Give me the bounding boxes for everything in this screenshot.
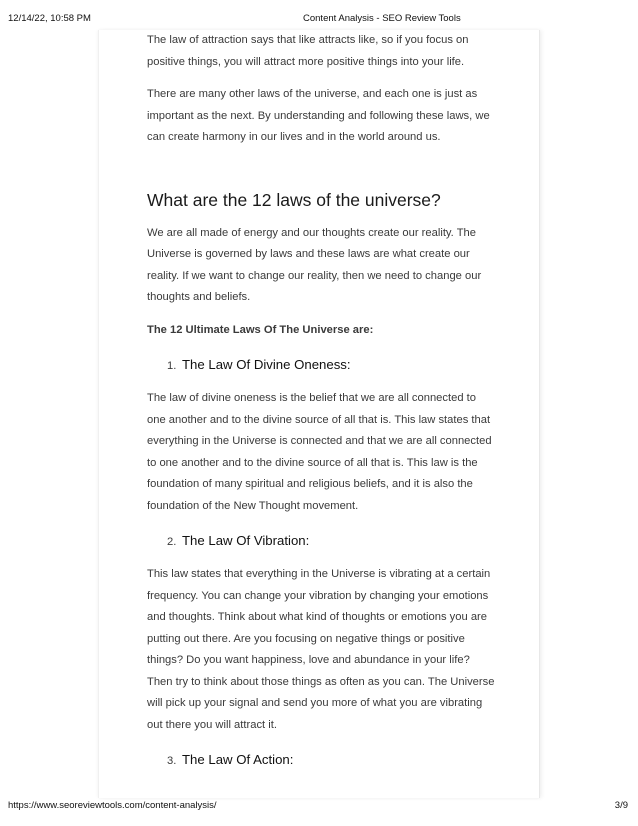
law-number: 3. — [167, 755, 177, 767]
section-heading: What are the 12 laws of the universe? — [147, 189, 441, 210]
law-number: 1. — [167, 360, 177, 372]
paragraph: We are all made of energy and our thoughts create our reality. The Universe is governed by laws and these laws are what create our reality. If we want to change our reality, then we need to change our thoughts and beliefs. — [147, 226, 482, 303]
law-title: The Law Of Divine Oneness: — [181, 357, 351, 372]
print-header — [0, 0, 638, 22]
law-heading-3 — [147, 749, 497, 772]
law-title: The Law Of Action: — [181, 752, 294, 767]
law-description: The law of divine oneness is the belief that we are all connected to one another and to the divine source of all that is. This law states that everything in the Universe is connected and that we are all connected to one another and to the divine source of all that is. This law is the foundation of many spiritual and religious beliefs, and it is also the foundation of the New Thought movement. — [147, 392, 492, 512]
print-page-title: Content Analysis - SEO Review Tools — [303, 13, 461, 24]
print-footer — [0, 800, 638, 820]
page-url: https://www.seoreviewtools.com/content-analysis/ — [8, 800, 217, 811]
law-title: The Law Of Vibration: — [181, 533, 310, 548]
law-number: 2. — [167, 536, 177, 548]
page-counter: 3/9 — [614, 800, 628, 811]
laws-intro: The 12 Ultimate Laws Of The Universe are: — [147, 323, 374, 336]
print-date: 12/14/22, 10:58 PM — [8, 13, 91, 24]
law-heading-1 — [147, 354, 497, 377]
article-body — [147, 30, 497, 772]
law-heading-2 — [147, 530, 497, 553]
paragraph: There are many other laws of the universe, and each one is just as important as the next. By understanding and following these laws, we can create harmony in our lives and in the world around us. — [147, 88, 490, 143]
paragraph: The law of attraction says that like attracts like, so if you focus on positive things, you will attract more positive things into your life. — [147, 34, 469, 68]
law-description: This law states that everything in the Universe is vibrating at a certain frequency. You can change your vibration by changing your emotions and thoughts. Think about what kind of thoughts or emotions you are putting out there. Are you focusing on negative things or positive things? Do you want happiness, love and abundance in your life? Then try to think about those things as often as you can. The Universe will pick up your signal and send you more of what you are vibrating out there you will attract it. — [147, 568, 495, 731]
